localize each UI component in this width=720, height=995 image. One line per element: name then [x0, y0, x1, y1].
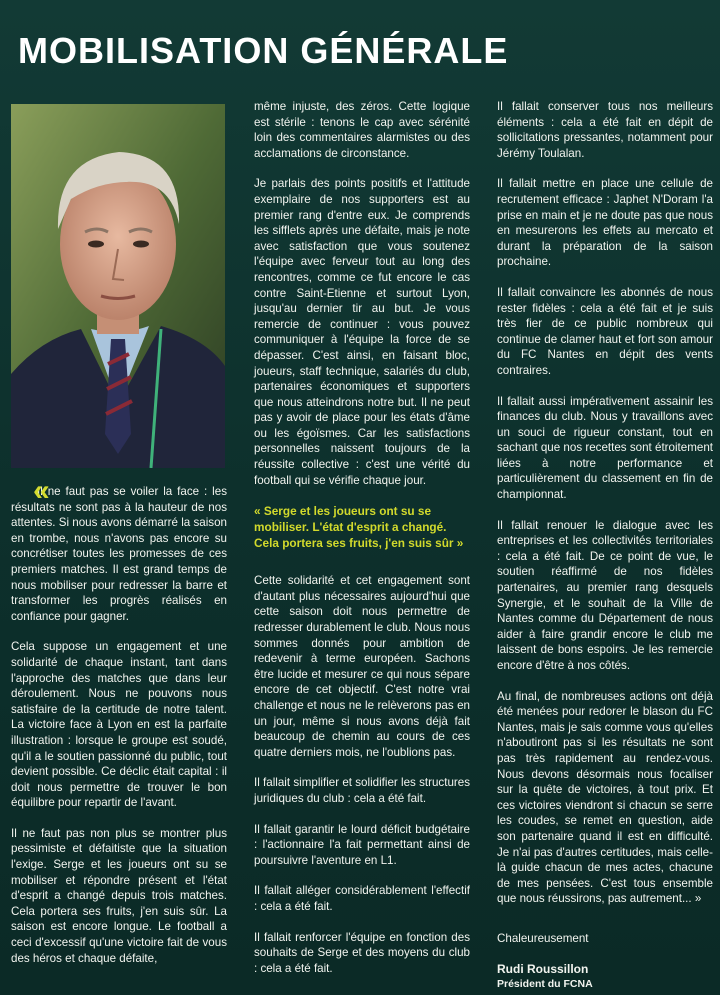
paragraph-intro: [11, 474, 227, 624]
paragraph: Au final, de nombreuses actions ont déjà été menées pour redorer le blason du FC Nantes, mais je sais comme vous qu'elles n'aboutiront pas si les résultats ne sont pas très rapidement au rendez-vous. Nous devons désormais nous focaliser sur la quête de victoires, à tout prix. Et ces victoires viendront si chacun se serre les coudes, se remet en question, aide son partenaire quand il est en difficulté. Je n'ai pas d'autres certitudes, mais celle-là guide chacun de mes actes, chacune de mes pensées. C'est tous ensemble que nous réussirons, pas autrement... »: [497, 689, 713, 906]
intro-text: Il ne faut pas se voiler la face : les résultats ne sont pas à la hauteur de nos attentes. Si nous avons démarré la saison en trombe, nous n'avons pas encore su concrétiser toutes les promesses de ces premiers matches. Il est grand temps de nous mobiliser pour redresser la barre et transformer les progrès réalisés en confiance pour gagner.: [11, 485, 227, 623]
pull-quote: « Serge et les joueurs ont su se mobiliser. L'état d'esprit a changé. Cela portera ses fruits, j'en suis sûr »: [254, 504, 464, 551]
paragraph: Il fallait renouer le dialogue avec les entreprises et les collectivités territoriales : cela a été fait. De ce point de vue, le soutien réaffirmé de nos fidèles partenaires, au premier rang desquels Synergie, et le souhait de la Ville de Nantes comme du Département de nous aider à faire grandir encore le club me laissent de bons espoirs. Je les remercie encore d'être à nos côtés.: [497, 518, 713, 672]
paragraph: Il fallait garantir le lourd déficit budgétaire : l'actionnaire l'a fait permettant ainsi de poursuivre l'aventure en L1.: [254, 822, 470, 867]
paragraph: Il fallait renforcer l'équipe en fonction des souhaits de Serge et des moyens du club : cela a été fait.: [254, 930, 470, 975]
paragraph: Je parlais des points positifs et l'attitude exemplaire de nos supporters est au premier rang d'entre eux. Je comprends les sifflets après une défaite, mais je note avec satisfaction que vous soutenez l'équipe avec ferveur tout au long des rencontres, comme ce fut encore le cas contre Saint-Etienne et surtout Lyon, jusqu'au dernier tir au but. Je vous remercie de continuer : vous pouvez communiquer à l'équipe la force de se dépasser. C'est ainsi, en faisant bloc, joueurs, staff technique, salariés du club, partenaires économiques et supporters que nous atteindrons notre but. Il ne peut pas y avoir de place pour les états d'âme ou les égoïsmes. Car les satisfactions personnelles naissent toujours de la réussite collective : c'est une vérité du football qui se vérifie chaque jour.: [254, 177, 470, 487]
paragraph: même injuste, des zéros. Cette logique est stérile : tenons le cap avec sérénité loin des commentaires alarmistes ou des acclamations de circonstance.: [254, 100, 470, 160]
paragraph: Il fallait simplifier et solidifier les structures juridiques du club : cela a été fait.: [254, 776, 470, 805]
paragraph: Il fallait aussi impérativement assainir les finances du club. Nous y travaillons avec un souci de rigueur constant, tout en sachant que nos recettes sont étroitement liées à notre performance et particulièrement du classement en fin de championnat.: [497, 394, 713, 502]
closing-greeting: Chaleureusement: [497, 931, 589, 945]
portrait-illustration: [11, 104, 225, 468]
column-1: [11, 474, 227, 981]
signature-role: Président du FCNA: [497, 978, 593, 991]
signature-name: Rudi Roussillon: [497, 961, 589, 976]
open-quote-mark: «: [33, 474, 50, 507]
page-title: MOBILISATION GÉNÉRALE: [18, 30, 509, 71]
column-3: [497, 99, 713, 993]
paragraph: Cela suppose un engagement et une solidarité de chaque instant, tant dans l'approche des matches que dans leur déroulement. Nous ne pouvons nous satisfaire de la certitude de notre talent. La victoire face à Lyon en est la parfaite illustration : lorsque le groupe est soudé, qu'il a le soutien passionné du public, tout devient possible. Ce déclic était capital : il doit nous permettre de trouver le bon équilibre pour repartir de l'avant.: [11, 640, 227, 810]
portrait-photo: [11, 104, 225, 468]
paragraph: Il fallait mettre en place une cellule de recrutement efficace : Japhet N'Doram l'a prise en main et je ne doute pas que nous en mesurerons les effets au mercato et durant la préparation de la saison prochaine.: [497, 177, 713, 269]
paragraph: Il fallait alléger considérablement l'effectif : cela a été fait.: [254, 884, 470, 913]
paragraph: Il fallait convaincre les abonnés de nous rester fidèles : cela a été fait et je suis très fier de ce public nombreux qui continue de clamer haut et fort son amour du FC Nantes en dépit des vents contraires.: [497, 285, 713, 377]
paragraph: Cette solidarité et cet engagement sont d'autant plus nécessaires aujourd'hui que cette saison doit nous permettre de redresser durablement le club. Nous nous sommes donnés pour ambition de redevenir à terme européen. Sachons être lucide et mesurer ce qui nous sépare encore de cet objectif. C'est notre vrai challenge et nous ne le relèverons pas en un jour, même si nous avons déjà fait beaucoup de chemin au cours de ces quatre derniers mois, ne l'oublions pas.: [254, 574, 470, 759]
paragraph: Il fallait conserver tous nos meilleurs éléments : cela a été fait en dépit de sollicitations pressantes, notamment pour Jérémy Toulalan.: [497, 100, 713, 160]
paragraph: Il ne faut pas non plus se montrer plus pessimiste et défaitiste que la situation l'exige. Serge et les joueurs ont su se mobiliser et répondre présent et l'état d'esprit a changé depuis trois matches. Cela portera ses fruits, j'en suis sûr. La saison est encore longue. Le football a ceci d'excessif qu'une victoire fait de vous des héros et chaque défaite,: [11, 826, 227, 965]
column-2: [254, 99, 470, 991]
